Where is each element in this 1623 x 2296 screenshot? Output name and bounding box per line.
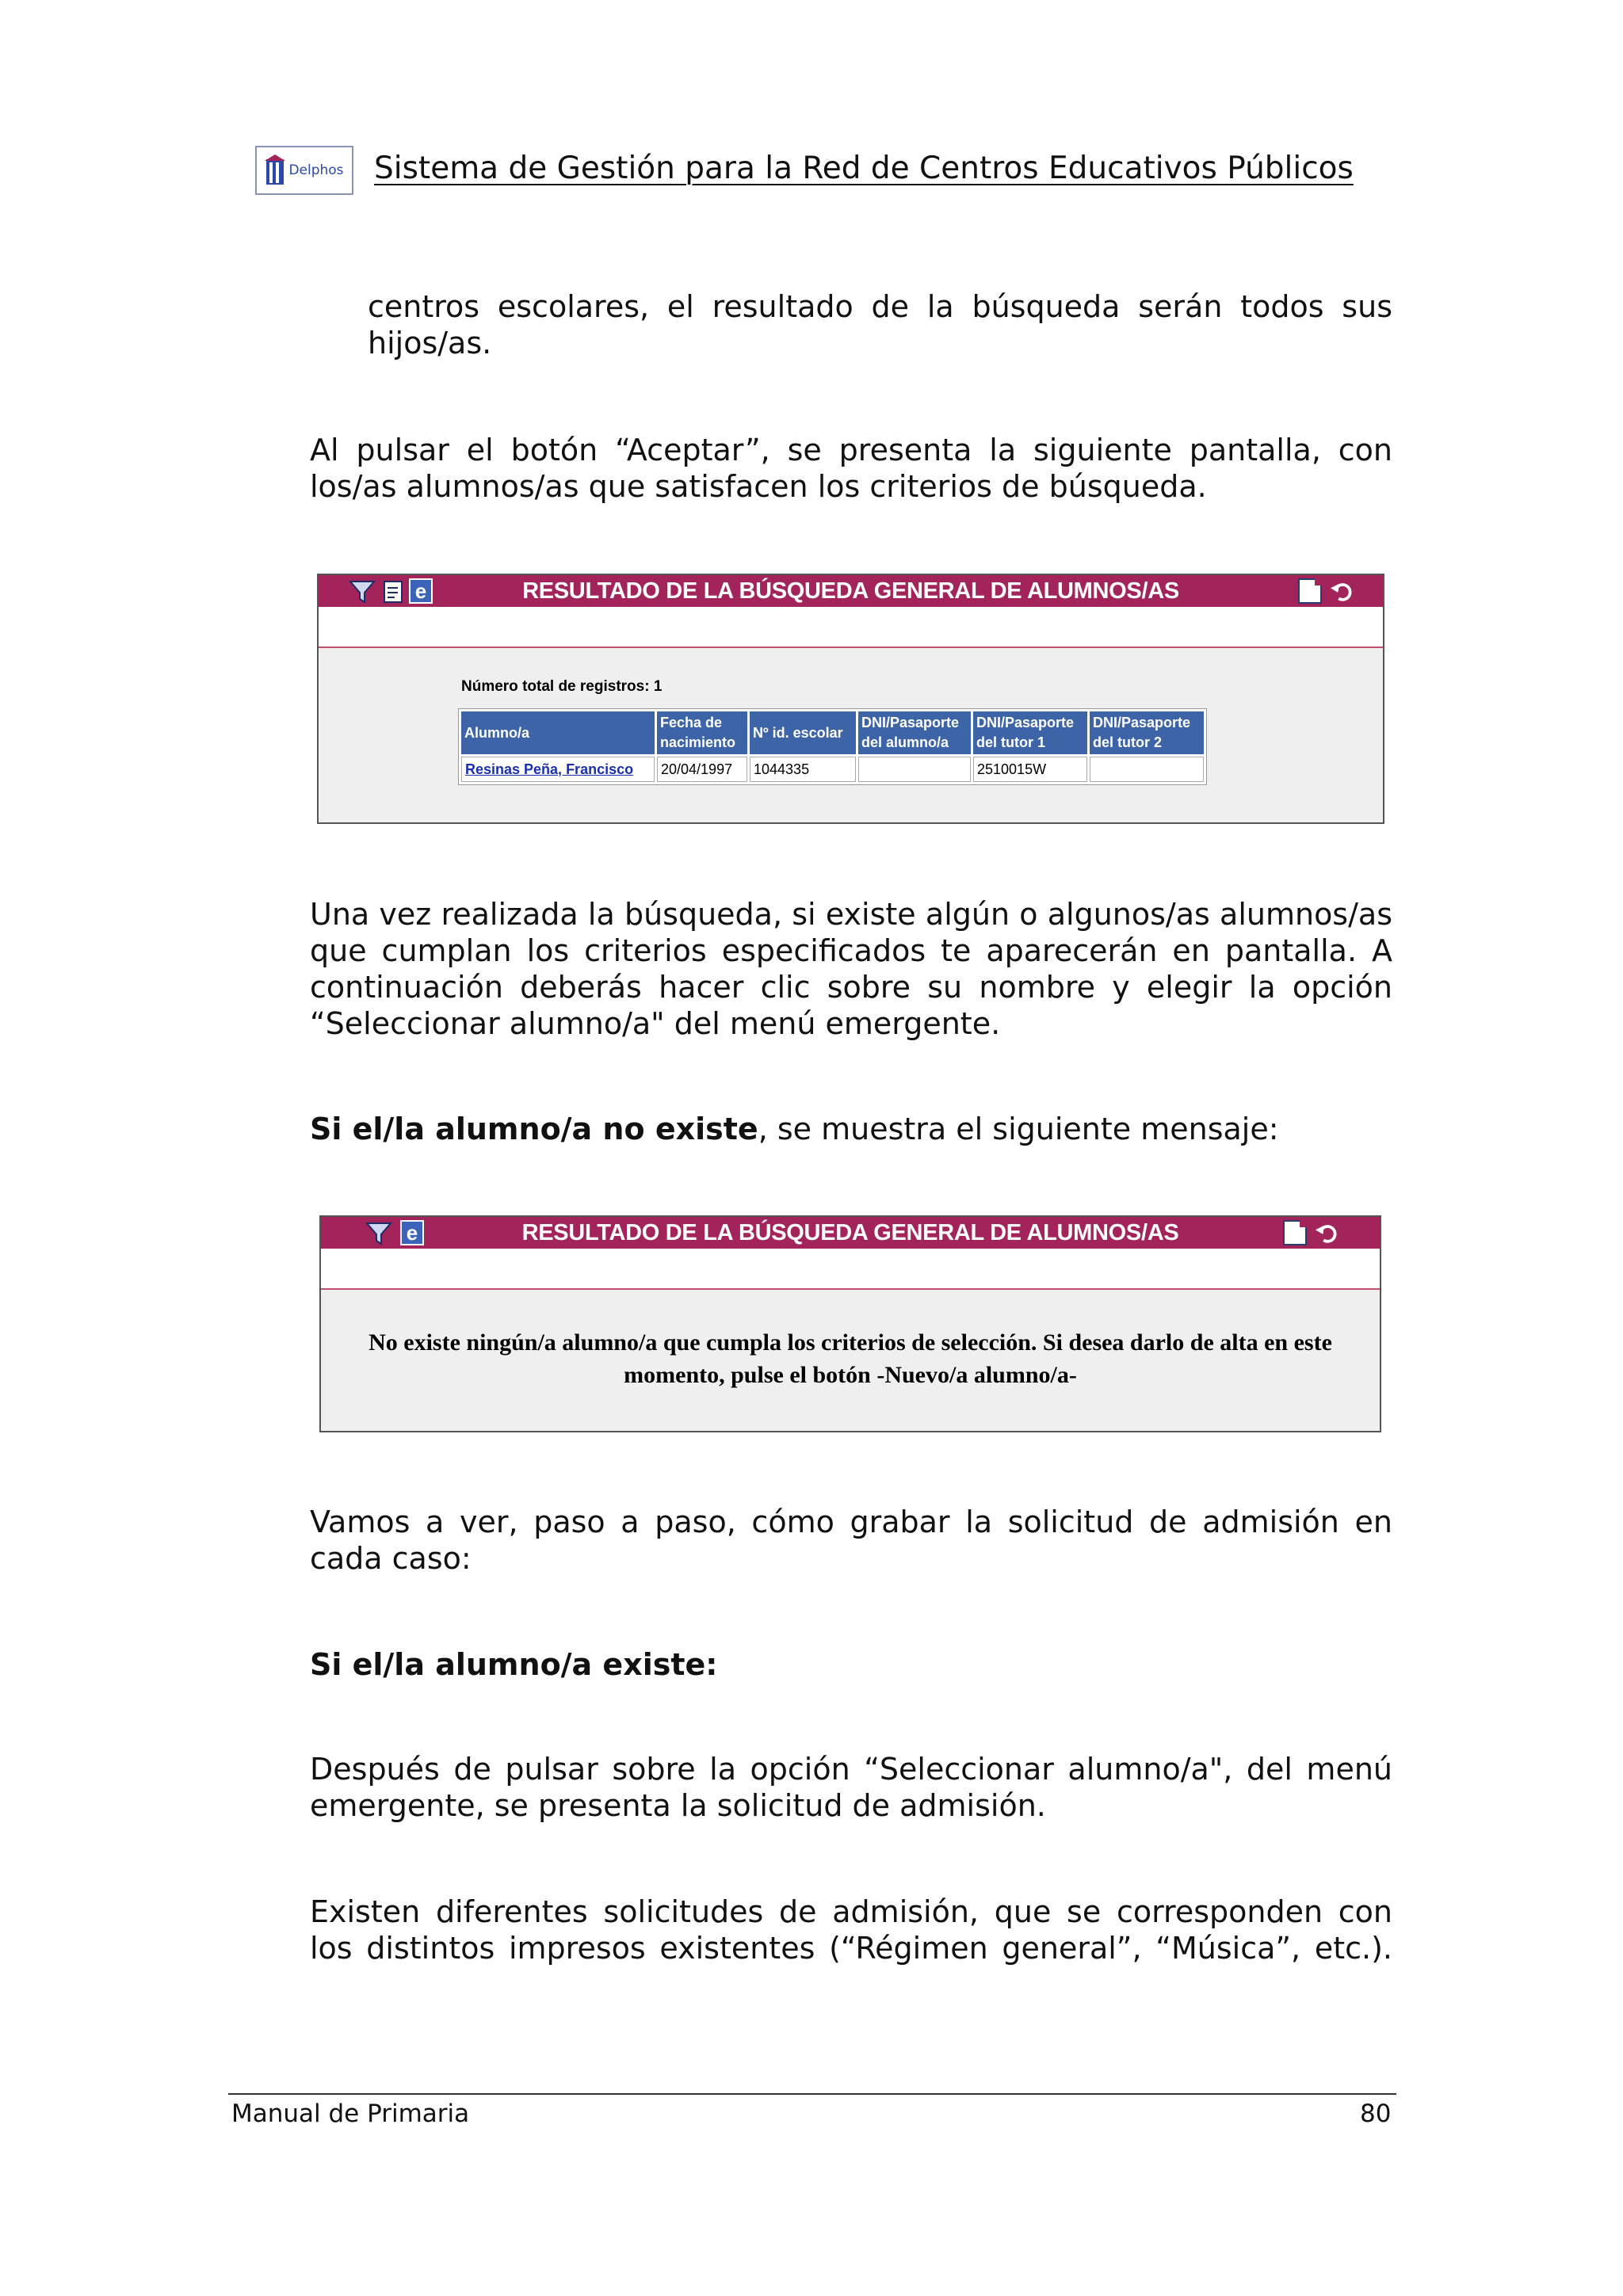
results-title: RESULTADO DE LA BÚSQUEDA GENERAL DE ALUMNOS/AS <box>522 578 1179 604</box>
paragraph-seleccionar: Después de pulsar sobre la opción “Seleccionar alumno/a", del menú emergente, se presenta la solicitud de admisión. <box>310 1752 1392 1823</box>
building-icon <box>265 154 285 186</box>
paragraph-aceptar: Al pulsar el botón “Aceptar”, se presenta la siguiente pantalla, con los/as alumnos/as que satisfacen los criterios de búsqueda. <box>310 433 1392 504</box>
record-count: Número total de registros: 1 <box>461 678 663 695</box>
no-results-toolbar-area <box>321 1249 1380 1290</box>
no-results-title: RESULTADO DE LA BÚSQUEDA GENERAL DE ALUMNOS/AS <box>521 1219 1179 1245</box>
search-results-screenshot <box>317 574 1384 824</box>
col-header[interactable]: DNI/Pasaporte del alumno/a <box>858 711 971 754</box>
paragraph-solicitudes: Existen diferentes solicitudes de admisión, que se corresponden con los distintos impresos existentes (“Régimen general”, “Música”, etc.). <box>310 1894 1392 1966</box>
export-e-icon[interactable]: e <box>409 578 433 604</box>
back-arrow-icon[interactable] <box>1330 578 1354 604</box>
table-header-row <box>461 711 1204 754</box>
results-title-bar <box>319 575 1383 607</box>
no-results-title-bar <box>321 1217 1380 1249</box>
delphos-logo <box>255 146 353 195</box>
paragraph-continuation: centros escolares, el resultado de la búsqueda serán todos sus hijos/as. <box>368 289 1392 360</box>
table-cell: 1044335 <box>750 757 856 782</box>
col-header[interactable]: DNI/Pasaporte del tutor 2 <box>1090 711 1204 754</box>
table-cell: 2510015W <box>973 757 1087 782</box>
export-e-icon[interactable]: e <box>400 1220 424 1245</box>
table-row <box>461 757 1204 782</box>
logo-text: Delphos <box>288 162 344 178</box>
col-header[interactable]: Fecha de nacimiento <box>657 711 747 754</box>
footer-manual-title: Manual de Primaria <box>231 2100 470 2128</box>
paragraph-paso-a-paso: Vamos a ver, paso a paso, cómo grabar la solicitud de admisión en cada caso: <box>310 1505 1392 1576</box>
paragraph-busqueda: Una vez realizada la búsqueda, si existe algún o algunos/as alumnos/as que cumplan los criterios especificados te aparecerán en pantalla. A continuación deberás hacer clic sobre su nombre y elegir la opción “Seleccionar alumno/a" del menú emergente. <box>310 897 1392 1041</box>
no-results-screenshot <box>319 1215 1381 1432</box>
page-number: 80 <box>1360 2100 1392 2128</box>
document-header-title: Sistema de Gestión para la Red de Centros Educativos Públicos <box>374 151 1354 186</box>
bold-heading: Si el/la alumno/a no existe <box>310 1112 758 1146</box>
paragraph-no-existe <box>310 1111 1392 1147</box>
paragraph-text: , se muestra el siguiente mensaje: <box>758 1112 1279 1146</box>
student-name-link[interactable]: Resinas Peña, Francisco <box>461 757 655 782</box>
col-header[interactable]: DNI/Pasaporte del tutor 1 <box>973 711 1087 754</box>
col-header[interactable]: Alumno/a <box>461 711 655 754</box>
results-table <box>458 708 1207 785</box>
table-cell: 20/04/1997 <box>657 757 747 782</box>
table-cell <box>858 757 971 782</box>
section-heading-existe: Si el/la alumno/a existe: <box>310 1647 718 1682</box>
footer-rule <box>228 2093 1396 2095</box>
document-icon[interactable] <box>1283 1220 1307 1245</box>
back-arrow-icon[interactable] <box>1315 1220 1338 1245</box>
results-toolbar-area <box>319 607 1383 648</box>
col-header[interactable]: Nº id. escolar <box>750 711 856 754</box>
document-icon[interactable] <box>1298 578 1322 604</box>
no-results-message: No existe ningún/a alumno/a que cumpla los criterios de selección. Si desea darlo de alta en este momento, pulse el botón -Nuevo/a alumno/a- <box>369 1329 1332 1388</box>
table-cell <box>1090 757 1204 782</box>
